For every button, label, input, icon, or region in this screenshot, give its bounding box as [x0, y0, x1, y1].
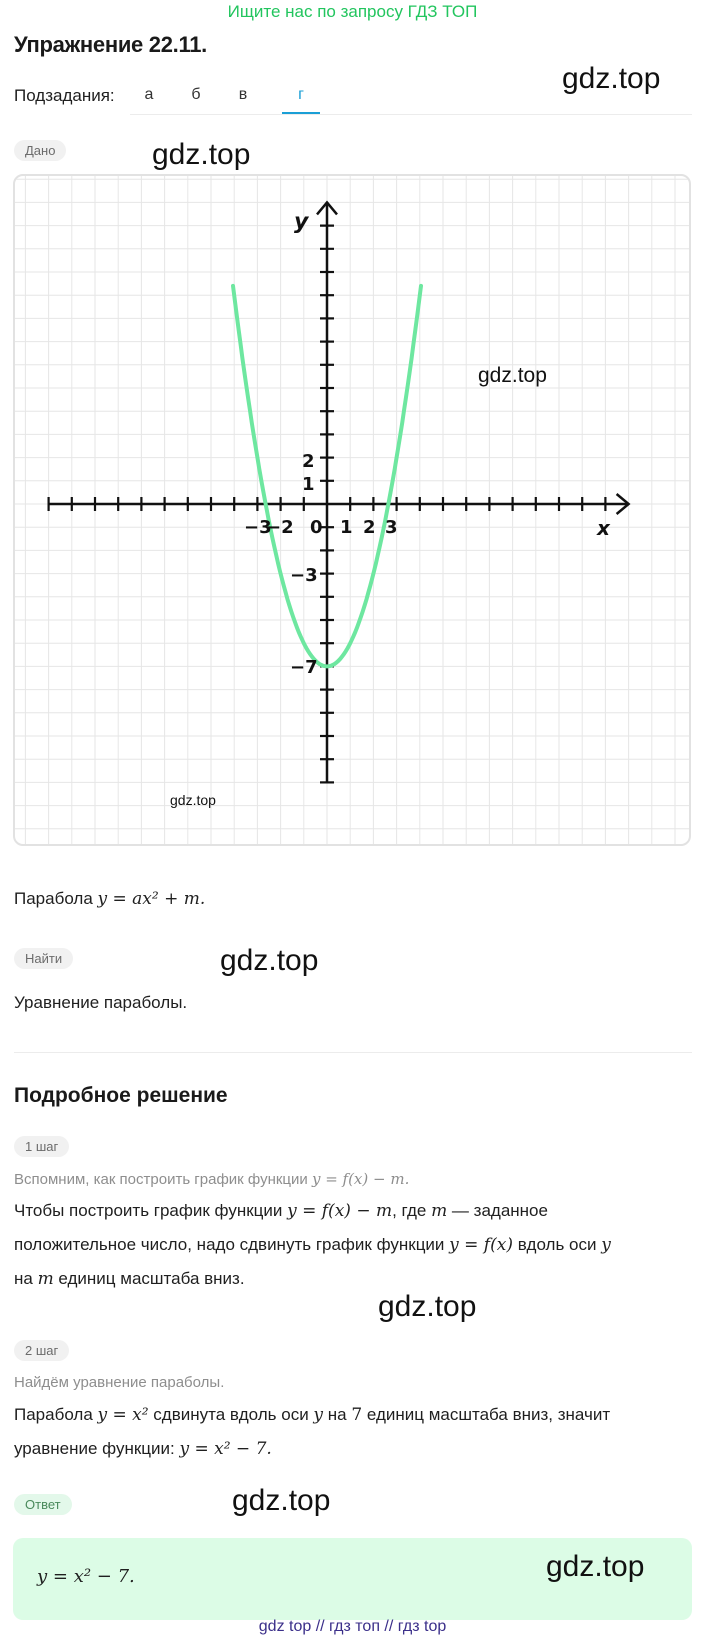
- watermark-logo: gdz.top: [220, 944, 319, 977]
- exercise-title: Упражнение 22.11.: [14, 32, 207, 57]
- step1-line2: положительное число, надо сдвинуть график функции y = f(x) вдоль оси y: [14, 1235, 611, 1255]
- subtask-tab-b[interactable]: б: [191, 86, 201, 103]
- graph-grid: [15, 176, 689, 844]
- step1-pill: 1 шаг: [14, 1136, 69, 1157]
- graph-labels: [244, 209, 611, 678]
- step1-hint-text: Вспомним, как построить график функции: [14, 1171, 312, 1188]
- y-tick-label: −7: [290, 657, 318, 678]
- subtasks-divider: [130, 114, 692, 115]
- watermark-logo: gdz.top: [562, 62, 661, 95]
- watermark-logo: gdz.top: [170, 792, 216, 808]
- x-tick-label: 3: [385, 517, 398, 538]
- step2-pill: 2 шаг: [14, 1340, 69, 1361]
- formula-x-squared: y = x²: [97, 1405, 149, 1425]
- footer-links[interactable]: gdz top // гдз топ // гдз top: [258, 1618, 447, 1635]
- formula-f: y = f(x): [449, 1235, 513, 1255]
- var-m: m: [431, 1201, 448, 1221]
- subtask-tab-g[interactable]: г: [298, 86, 304, 103]
- watermark-logo: gdz.top: [546, 1550, 645, 1583]
- step1-hint-formula: y = f(x) − m.: [311, 1170, 410, 1188]
- graph-container: [13, 174, 691, 846]
- step1-line3: на m единиц масштаба вниз.: [14, 1269, 245, 1289]
- graph-axes: [49, 202, 629, 782]
- step2-line1: Парабола y = x² сдвинута вдоль оси y на 7 единиц масштаба вниз, значит: [14, 1405, 611, 1425]
- x-tick-label: 0: [310, 517, 323, 538]
- number-7: 7: [351, 1405, 363, 1425]
- x-tick-label: −3: [244, 517, 272, 538]
- step2-body: [14, 1398, 694, 1466]
- y-axis-label: y: [294, 209, 309, 235]
- watermark-logo: gdz.top: [152, 138, 251, 171]
- given-text-prefix: Парабола: [14, 889, 98, 908]
- active-tab-indicator: [282, 112, 320, 114]
- var-y: y: [601, 1235, 611, 1255]
- step1-hint: [14, 1170, 409, 1188]
- watermark-logo: gdz.top: [232, 1484, 331, 1517]
- step1-line1: Чтобы построить график функции y = f(x) − m, где m — заданное: [14, 1201, 548, 1221]
- given-pill: Дано: [14, 140, 66, 161]
- given-formula: y = ax² + m.: [97, 889, 206, 909]
- given-text: [14, 882, 205, 916]
- step1-body: [14, 1194, 694, 1296]
- step2-line2: уравнение функции: y = x² − 7.: [14, 1439, 272, 1459]
- step2-hint: Найдём уравнение параболы.: [14, 1374, 225, 1391]
- find-text: Уравнение параболы.: [14, 993, 188, 1012]
- solution-title: Подробное решение: [14, 1084, 228, 1107]
- x-tick-label: −2: [266, 517, 294, 538]
- watermark-logo: gdz.top: [478, 364, 547, 387]
- answer-box: [13, 1538, 692, 1620]
- subtask-tab-v[interactable]: в: [238, 86, 248, 103]
- section-divider: [14, 1052, 692, 1053]
- subtask-tab-a[interactable]: а: [144, 86, 154, 103]
- find-pill: Найти: [14, 948, 73, 969]
- parabola-graph: [15, 176, 689, 844]
- watermark-logo: gdz.top: [378, 1290, 477, 1323]
- x-axis-label: x: [597, 516, 610, 540]
- answer-pill: Ответ: [14, 1494, 72, 1515]
- y-tick-label: 2: [302, 451, 315, 472]
- y-tick-label: −3: [290, 565, 318, 586]
- top-banner[interactable]: Ищите нас по запросу ГДЗ ТОП: [227, 2, 478, 21]
- answer-formula: y = x² − 7.: [37, 1566, 135, 1587]
- formula-result: y = x² − 7.: [179, 1439, 272, 1459]
- y-tick-label: 1: [302, 474, 315, 495]
- x-tick-label: 2: [363, 517, 376, 538]
- var-y: y: [313, 1405, 324, 1425]
- x-tick-label: 1: [340, 517, 353, 538]
- var-m: m: [37, 1269, 54, 1289]
- formula-f-minus-m: y = f(x) − m: [287, 1201, 393, 1221]
- subtasks-label: Подзадания:: [14, 86, 115, 105]
